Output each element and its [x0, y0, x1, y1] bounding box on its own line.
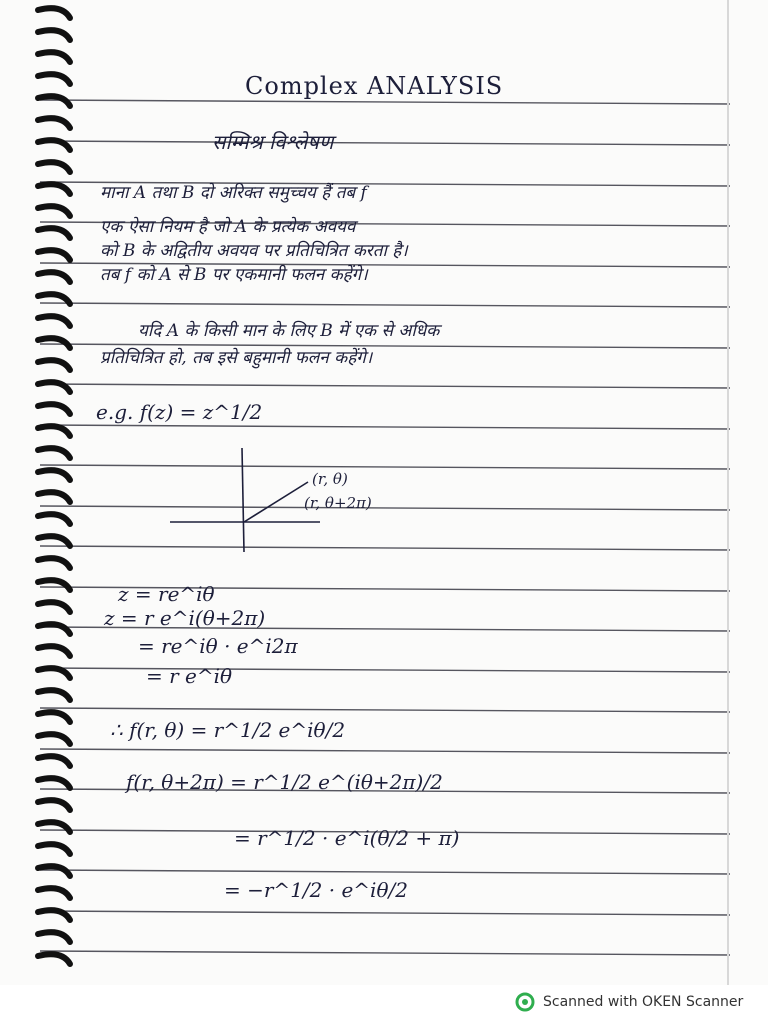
diagram-label-point1: (r, θ) — [312, 470, 348, 488]
paragraph-1-line-4: तब f को A से B पर एकमानी फलन कहेंगे। — [100, 265, 368, 285]
paragraph-1-line-3: को B के अद्वितीय अवयव पर प्रतिचित्रित करता है। — [100, 241, 408, 261]
paragraph-2-line-1: यदि A के किसी मान के लिए B में एक से अधिक — [138, 321, 440, 341]
equation-6: f(r, θ+2π) = r^1/2 e^(iθ+2π)/2 — [126, 770, 443, 794]
equation-3: = re^iθ · e^i2π — [138, 634, 298, 658]
paragraph-1-line-2: एक ऐसा नियम है जो A के प्रत्येक अवयव — [100, 217, 356, 237]
diagram-label-point2: (r, θ+2π) — [304, 494, 372, 512]
spiral-binding — [0, 0, 80, 985]
equation-1: z = re^iθ — [118, 582, 215, 606]
equation-8: = −r^1/2 · e^iθ/2 — [224, 878, 408, 902]
equation-7: = r^1/2 · e^i(θ/2 + π) — [234, 826, 460, 850]
equation-5: ∴ f(r, θ) = r^1/2 e^iθ/2 — [110, 718, 346, 742]
equation-4: = r e^iθ — [146, 664, 233, 688]
example-equation: e.g. f(z) = z^1/2 — [96, 400, 263, 424]
equation-2: z = r e^i(θ+2π) — [104, 606, 266, 630]
page-title: Complex ANALYSIS — [245, 72, 504, 100]
oken-logo-icon — [515, 992, 535, 1012]
paragraph-1-line-1: माना A तथा B दो अरिक्त समुच्चय हैं तब f — [100, 183, 367, 203]
paragraph-2-line-2: प्रतिचित्रित हो, तब इसे बहुमानी फलन कहेंगे। — [100, 348, 373, 368]
scanner-watermark — [515, 989, 743, 1015]
scanner-label: Scanned with OKEN Scanner — [543, 994, 744, 1010]
page-subtitle: सम्मिश्र विश्लेषण — [212, 130, 334, 154]
polar-diagram — [160, 440, 440, 560]
